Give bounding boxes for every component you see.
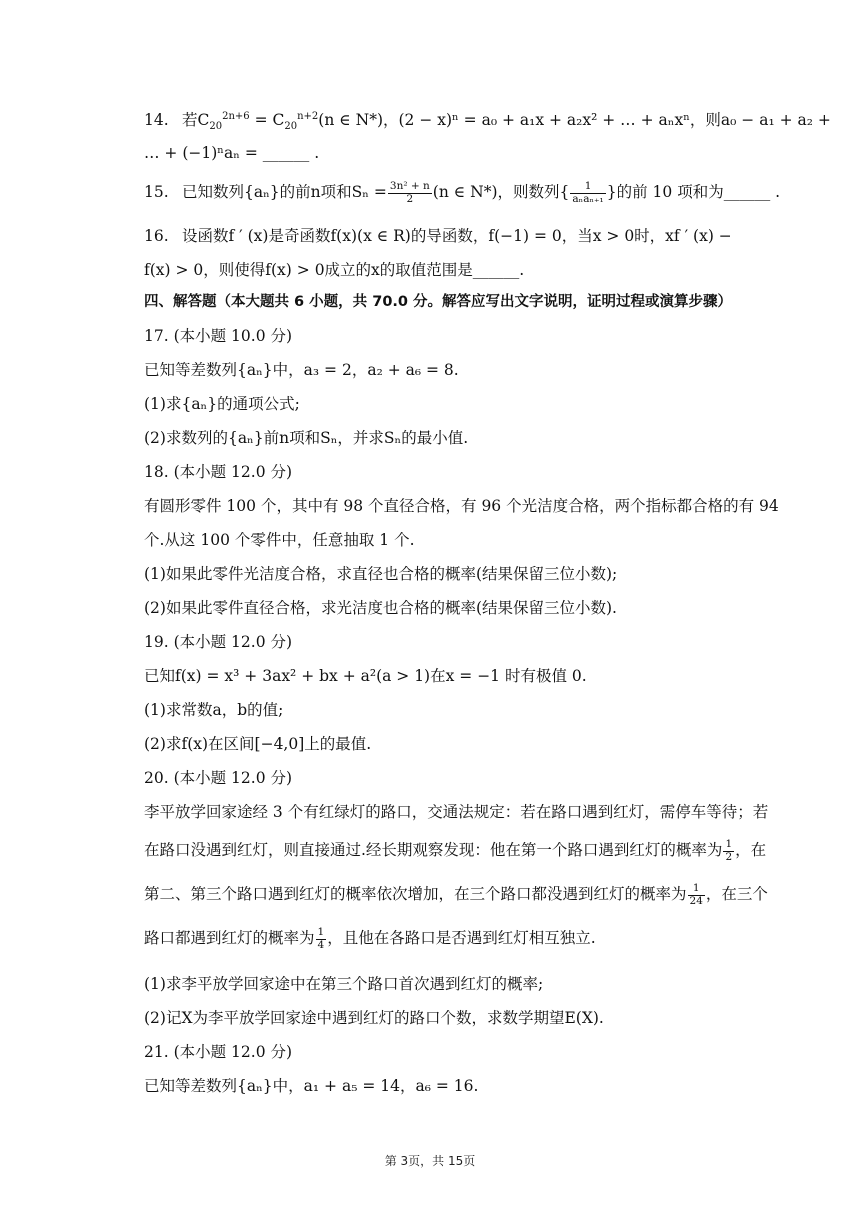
problem-14-number: 14. <box>144 111 169 129</box>
binomial-expression: $C_{20}^{2n+6} = C_{20}^{n+2}$ <box>197 110 319 133</box>
q20-line-2-tail: ，在 <box>735 841 767 859</box>
fraction-denominator: 4 <box>317 938 325 951</box>
problem-16-line-2: f(x) > 0，则使得f(x) > 0成立的x的取值范围是______. <box>144 261 525 279</box>
q20-line-3-text: 第二、第三个路口遇到红灯的概率依次增加，在三个路口都没遇到红灯的概率为 <box>144 885 687 903</box>
q19-title: 19. (本小题 12.0 分) <box>144 633 293 651</box>
problem-15-text-a: 已知数列{aₙ}的前n项和Sₙ = <box>182 183 387 201</box>
q18-line-4: (2)如果此零件直径合格，求光洁度也合格的概率(结果保留三位小数). <box>144 599 617 617</box>
fraction-one-24th <box>688 883 705 906</box>
q20-line-4 <box>144 926 596 951</box>
problem-14-line-1 <box>144 108 831 132</box>
problem-14-text: (n ∈ N*)，(2 − x)ⁿ = a₀ + a₁x + a₂x² + … + aₙxⁿ，则a₀ − a₁ + a₂ + <box>318 111 831 129</box>
q20-line-2 <box>144 838 766 863</box>
q20-title: 20. (本小题 12.0 分) <box>144 769 293 787</box>
fraction-numerator: 1 <box>584 180 592 193</box>
problem-16-line-1 <box>144 224 732 246</box>
fraction-numerator: 1 <box>317 926 325 939</box>
fraction-denominator: aₙaₙ₊₁ <box>572 192 604 205</box>
q19-line-1: 已知f(x) = x³ + 3ax² + bx + a²(a > 1)在x = −1 时有极值 0. <box>144 667 587 685</box>
q17-line-3: (2)求数列的{aₙ}前n项和Sₙ，并求Sₙ的最小值. <box>144 429 469 447</box>
page-footer: 第 3页，共 15页 <box>384 1154 476 1168</box>
fraction-denominator: 2 <box>388 193 432 205</box>
fraction-numerator: 1 <box>725 838 733 851</box>
q19-line-2: (1)求常数a，b的值; <box>144 701 284 719</box>
problem-15-text-c: }的前 10 项和为______ . <box>606 183 781 201</box>
q20-line-3 <box>144 882 768 907</box>
fraction-sn <box>388 181 432 204</box>
fraction-numerator: 1 <box>692 882 700 895</box>
problem-15-text-b: (n ∈ N*)，则数列{ <box>432 183 570 201</box>
q20-line-3-tail: ，在三个 <box>705 885 768 903</box>
q17-line-2: (1)求{aₙ}的通项公式; <box>144 395 300 413</box>
problem-14-line-2: … + (−1)ⁿaₙ = ______ . <box>144 144 320 162</box>
fraction-denominator: 24 <box>689 894 703 907</box>
q20-line-6: (2)记X为李平放学回家途中遇到红灯的路口个数，求数学期望E(X). <box>144 1009 604 1027</box>
fraction-denominator: 2 <box>725 850 733 863</box>
problem-16-number: 16. <box>144 227 169 245</box>
q17-title: 17. (本小题 10.0 分) <box>144 327 293 345</box>
q21-title: 21. (本小题 12.0 分) <box>144 1043 293 1061</box>
q20-line-1: 李平放学回家途经 3 个有红绿灯的路口，交通法规定：若在路口遇到红灯，需停车等待；若 <box>144 803 769 821</box>
q20-line-5: (1)求李平放学回家途中在第三个路口首次遇到红灯的概率; <box>144 975 544 993</box>
problem-16-text: 设函数f ′ (x)是奇函数f(x)(x ∈ R)的导函数，f(−1) = 0，当x > 0时，xf ′ (x) − <box>182 227 732 245</box>
fraction-quarter <box>316 927 327 950</box>
section-header: 四、解答题（本大题共 6 小题，共 70.0 分。解答应写出文字说明，证明过程或演算步骤） <box>144 294 733 310</box>
fraction-half <box>723 839 734 862</box>
problem-15-number: 15. <box>144 183 169 201</box>
q18-line-3: (1)如果此零件光洁度合格，求直径也合格的概率(结果保留三位小数); <box>144 565 618 583</box>
q21-line-1: 已知等差数列{aₙ}中，a₁ + a₅ = 14，a₆ = 16. <box>144 1077 479 1095</box>
q18-line-2: 个.从这 100 个零件中，任意抽取 1 个. <box>144 531 415 549</box>
problem-15-line <box>144 180 780 205</box>
q20-line-4-text: 路口都遇到红灯的概率为 <box>144 929 315 947</box>
q18-title: 18. (本小题 12.0 分) <box>144 463 293 481</box>
q20-line-4-tail: ，且他在各路口是否遇到红灯相互独立. <box>327 929 596 947</box>
fraction-reciprocal <box>570 181 605 204</box>
q17-line-1: 已知等差数列{aₙ}中，a₃ = 2，a₂ + a₆ = 8. <box>144 361 459 379</box>
fraction-numerator: 3n² + n <box>389 180 430 193</box>
q20-line-2-text: 在路口没遇到红灯，则直接通过.经长期观察发现：他在第一个路口遇到红灯的概率为 <box>144 841 723 859</box>
q19-line-3: (2)求f(x)在区间[−4,0]上的最值. <box>144 735 372 753</box>
q18-line-1: 有圆形零件 100 个，其中有 98 个直径合格，有 96 个光洁度合格，两个指标都合格的有 94 <box>144 497 779 515</box>
problem-14-intro: 若 <box>182 111 198 129</box>
